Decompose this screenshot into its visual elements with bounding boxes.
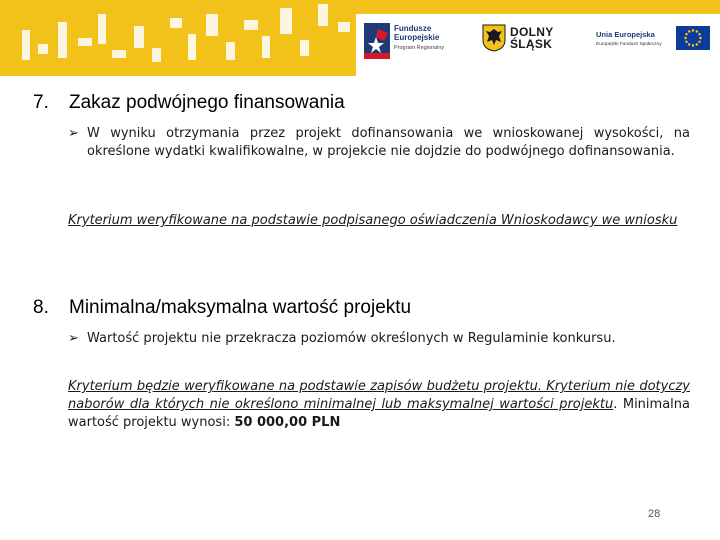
section-7-number: 7. [33, 92, 49, 113]
section-8-criterion [68, 378, 690, 432]
logo-panel [356, 14, 720, 76]
ue-logo-line2: Europejski Fundusz Społeczny [596, 42, 662, 47]
section-8-criterion-rest: . Minimalna wartość projektu wynosi: [68, 397, 690, 430]
header-banner [0, 0, 720, 76]
ds-logo-line2: ŚLĄSK [510, 37, 553, 51]
section-7-heading [33, 92, 345, 114]
fe-logo-line1: Fundusze [394, 24, 432, 33]
section-7-title: Zakaz podwójnego finansowania [69, 92, 345, 113]
section-7-criterion [68, 212, 690, 230]
ds-logo-line1: DOLNY [510, 25, 554, 39]
fe-logo-line2: Europejskie [394, 33, 440, 42]
section-7-criterion-underlined: Kryterium weryfikowane na podstawie podpisanego oświadczenia Wnioskodawcy we wniosku [68, 213, 678, 228]
banner-pattern [0, 0, 360, 76]
section-8-title: Minimalna/maksymalna wartość projektu [69, 297, 412, 318]
fe-star-icon [364, 23, 390, 59]
section-8-criterion-underlined: Kryterium będzie weryfikowane na podstawie zapisów budżetu projektu. Kryterium nie dotyczy naborów dla których nie określono minimalnej lub maksymalnej wartości projektu [68, 379, 690, 412]
section-7-bullet [68, 125, 690, 161]
ue-logo-line1: Unia Europejska [596, 30, 655, 39]
section-8-bullet [68, 330, 690, 348]
section-8-number: 8. [33, 297, 49, 318]
section-7-bullet-text: W wyniku otrzymania przez projekt dofinansowania we wnioskowanej wysokości, na określone wydatki kwalifikowalne, w projekcie nie dojdzie do podwójnego dofinansowania. [87, 126, 690, 159]
fe-logo-line3: Program Regionalny [394, 45, 445, 51]
section-8-heading [33, 297, 411, 319]
arrow-bullet-icon: ➢ [68, 126, 79, 141]
arrow-bullet-icon: ➢ [68, 331, 79, 346]
eu-flag-icon [676, 26, 710, 50]
fe-logo [364, 21, 484, 67]
section-8-min-value: 50 000,00 PLN [234, 415, 341, 430]
section-8-bullet-text: Wartość projektu nie przekracza poziomów określonych w Regulaminie konkursu. [87, 331, 616, 346]
page-number: 28 [648, 508, 661, 520]
ue-logo [592, 26, 716, 62]
eagle-crest-icon [482, 24, 506, 52]
ds-logo [482, 24, 562, 64]
